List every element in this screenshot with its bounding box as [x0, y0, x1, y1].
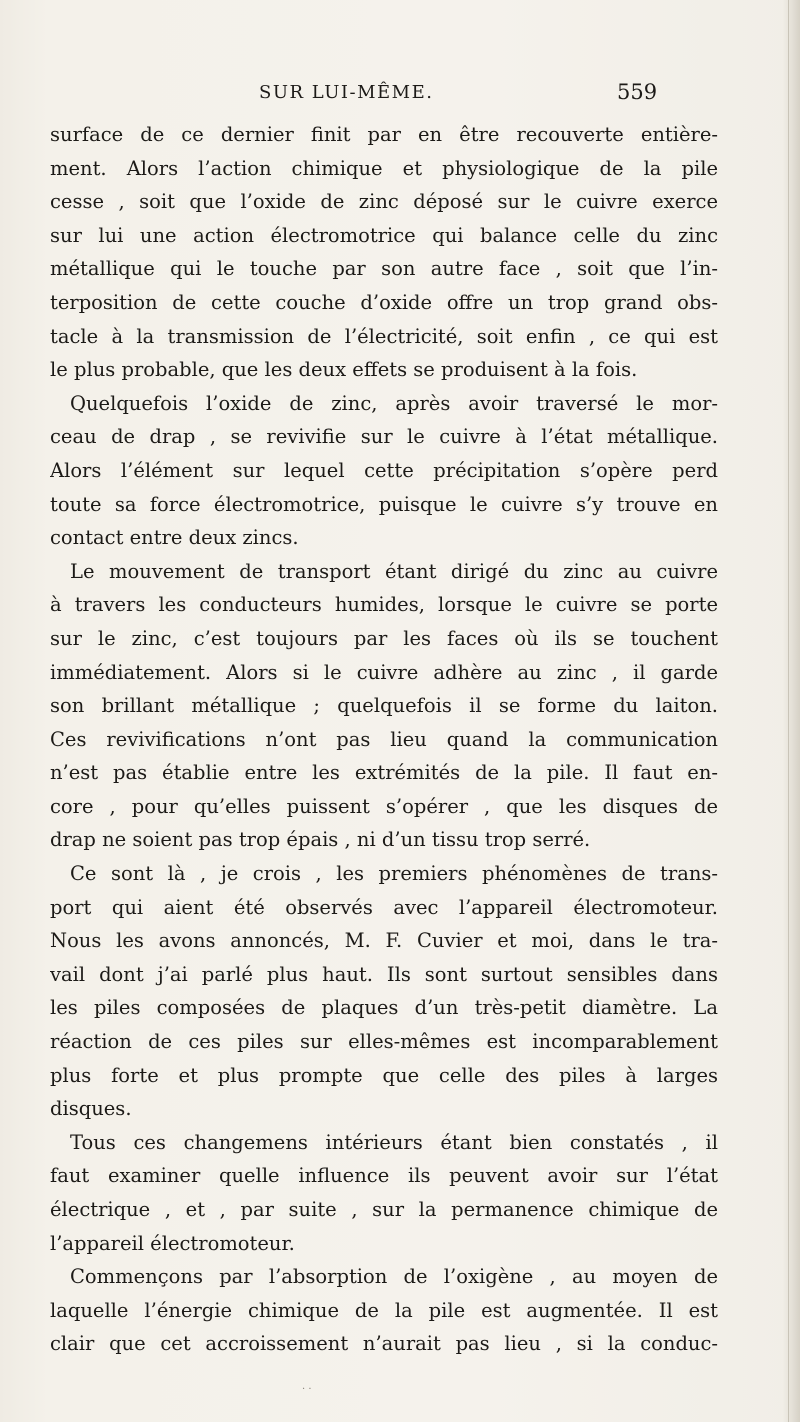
text-line: contact entre deux zincs.: [50, 526, 299, 550]
text-line: à travers les conducteurs humides, lorsque le cuivre se porte: [50, 593, 718, 617]
text-line: sur lui une action électromotrice qui balance celle du zinc: [50, 223, 718, 247]
text-line: core , pour qu’elles puissent s’opérer , que les disques de: [50, 794, 718, 818]
text-line: tacle à la transmission de l’électricité, soit enfin , ce qui est: [50, 324, 718, 348]
text-line: réaction de ces piles sur elles-mêmes est incomparablement: [50, 1030, 718, 1054]
text-line: électrique , et , par suite , sur la permanence chimique de: [50, 1198, 718, 1221]
text-line: faut examiner quelle influence ils peuvent avoir sur l’état: [50, 1164, 718, 1188]
text-line: Nous les avons annoncés, M. F. Cuvier et moi, dans le tra-: [50, 929, 718, 953]
text-line: ment. Alors l’action chimique et physiologique de la pile: [50, 156, 718, 180]
text-line: les piles composées de plaques d’un très-petit diamètre. La: [50, 996, 718, 1020]
text-line: surface de ce dernier finit par en être recouverte entière-: [50, 123, 718, 146]
text-line: toute sa force électromotrice, puisque le cuivre s’y trouve en: [50, 492, 718, 516]
text-line: n’est pas établie entre les extrémités de la pile. Il faut en-: [50, 761, 718, 785]
text-line: son brillant métallique ; quelquefois il se forme du laiton.: [50, 694, 718, 718]
ink-smudge: · ·: [302, 1384, 312, 1395]
text-line: Ce sont là , je crois , les premiers phénomènes de trans-: [70, 862, 718, 886]
text-line: immédiatement. Alors si le cuivre adhère au zinc , il garde: [50, 660, 718, 684]
text-line: terposition de cette couche d’oxide offre un trop grand obs-: [50, 290, 718, 314]
text-line: ceau de drap , se revivifie sur le cuivre à l’état métallique.: [50, 425, 718, 449]
text-line: drap ne soient pas trop épais , ni d’un tissu trop serré.: [50, 828, 591, 852]
text-line: vail dont j’ai parlé plus haut. Ils sont surtout sensibles dans: [50, 962, 718, 986]
text-line: clair que cet accroissement n’aurait pas lieu , si la conduc-: [50, 1332, 718, 1356]
text-line: métallique qui le touche par son autre face , soit que l’in-: [50, 257, 718, 281]
text-line: le plus probable, que les deux effets se produisent à la fois.: [50, 358, 638, 382]
body-text: [50, 118, 718, 1361]
text-line: Tous ces changemens intérieurs étant bien constatés , il: [70, 1130, 718, 1154]
page-edge: [782, 0, 800, 1422]
running-head: [0, 82, 800, 112]
text-line: laquelle l’énergie chimique de la pile est augmentée. Il est: [50, 1298, 718, 1322]
text-line: Commençons par l’absorption de l’oxigène , au moyen de: [70, 1265, 718, 1289]
text-line: plus forte et plus prompte que celle des piles à larges: [50, 1063, 718, 1087]
page-number: 559: [617, 80, 658, 104]
text-line: Le mouvement de transport étant dirigé du zinc au cuivre: [70, 559, 718, 583]
text-line: port qui aient été observés avec l’appareil électromoteur.: [50, 895, 718, 919]
text-line: Ces revivifications n’ont pas lieu quand la communication: [50, 727, 718, 751]
text-line: Quelquefois l’oxide de zinc, après avoir traversé le mor-: [70, 391, 718, 415]
text-line: disques.: [50, 1097, 132, 1121]
running-title: SUR LUI-MÊME.: [259, 82, 434, 103]
text-line: Alors l’élément sur lequel cette précipitation s’opère perd: [50, 458, 718, 482]
text-line: cesse , soit que l’oxide de zinc déposé sur le cuivre exerce: [50, 190, 718, 214]
text-line: sur le zinc, c’est toujours par les faces où ils se touchent: [50, 626, 718, 650]
text-line: l’appareil électromoteur.: [50, 1231, 295, 1255]
